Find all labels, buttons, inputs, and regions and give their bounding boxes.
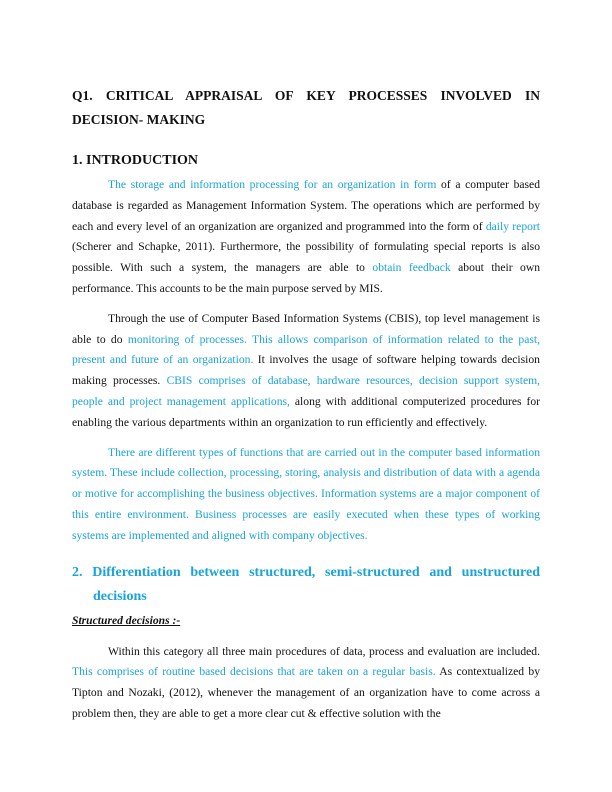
text-run: The storage and information processing for an organization in form xyxy=(108,178,437,191)
intro-paragraph-1 xyxy=(72,175,540,300)
text-run: of a computer based database is regarded as Management Information System. The operations which are performed by each and every level of an organization are organized and programmed into the form of xyxy=(72,178,541,233)
text-run: CBIS comprises of database, hardware resources, decision support system, people and project management applications, xyxy=(72,374,541,408)
intro-heading: 1. INTRODUCTION xyxy=(72,153,199,168)
text-run: It involves the usage of software helping towards decision making processes. xyxy=(72,353,540,388)
text-run: about their own performance. This accounts to be the main purpose served by MIS. xyxy=(72,261,540,295)
section2-heading: 2. Differentiation between structured, semi-structured and unstructured decisions xyxy=(72,564,540,604)
structured-decisions-paragraph xyxy=(72,642,540,725)
question-title xyxy=(72,84,540,132)
page-content xyxy=(72,84,540,725)
text-run: obtain feedback xyxy=(372,261,451,275)
text-run: As contextualized by Tipton and Nozaki, (2012), whenever the management of an organization have to come across a problem then, they are able to get a more clear cut & effective solution with the xyxy=(72,665,540,720)
text-run: There are different types of functions that are carried out in the computer based information system. These include collection, processing, storing, analysis and distribution of data with a agenda or motive for accomplishing the business objectives. Information systems are a major component of this entire environment. Business processes are easily executed when these types of working systems are implemented and aligned with company objectives. xyxy=(72,445,540,542)
text-run: Through the use of Computer Based Information Systems (CBIS), top level management is able to do xyxy=(72,311,540,346)
question-title-line1: Q1. CRITICAL APPRAISAL OF KEY PROCESSES INVOLVED IN xyxy=(72,88,540,103)
question-title-line2: DECISION- MAKING xyxy=(72,112,206,127)
intro-paragraph-3 xyxy=(72,443,540,547)
text-run: (Scherer and Schapke, 2011). Furthermore, the possibility of formulating special reports is also possible. With such a system, the managers are able to xyxy=(72,240,540,275)
text-run: This comprises of routine based decisions that are taken on a regular basis. xyxy=(72,665,436,679)
text-run: monitoring of processes. This allows comparison of information related to the past, present and future of an organization. xyxy=(72,332,541,367)
structured-decisions-subheading: Structured decisions :- xyxy=(72,613,181,627)
intro-paragraph-2 xyxy=(72,309,540,434)
text-run: daily report xyxy=(485,219,540,233)
text-run: Within this category all three main procedures of data, process and evaluation are included. xyxy=(108,644,540,658)
text-run: along with additional computerized procedures for enabling the various departments within an organization to run efficiently and effectively. xyxy=(72,394,541,429)
